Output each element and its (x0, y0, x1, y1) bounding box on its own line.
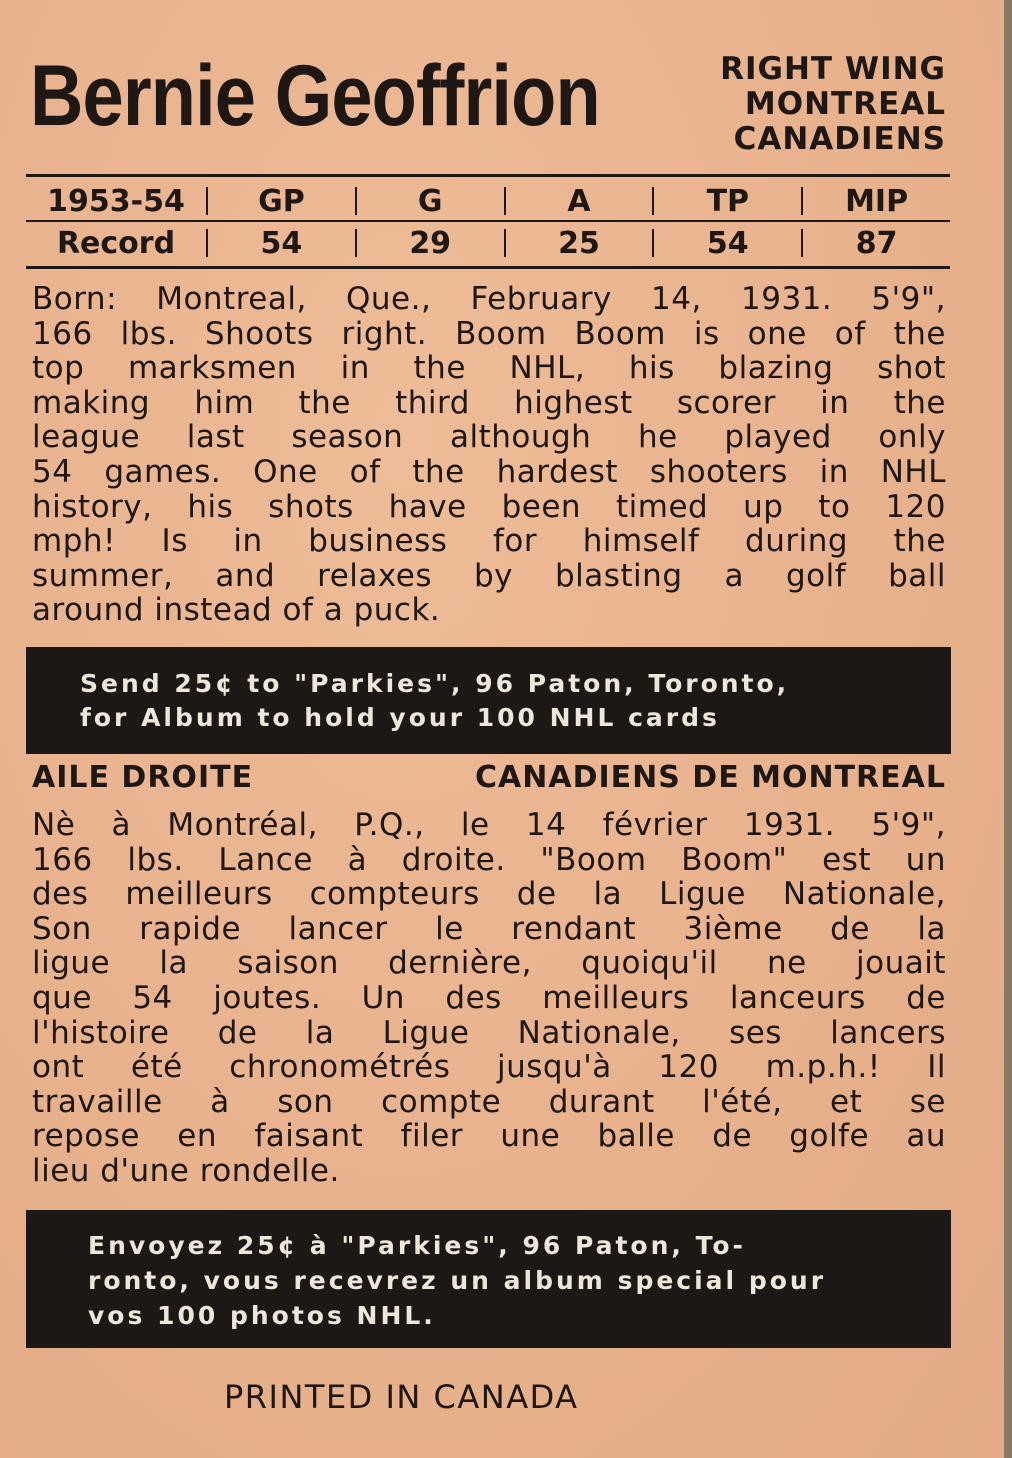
bio-fr-line: repose en faisant filer une balle de golfe au (32, 1118, 946, 1155)
album-offer-french (26, 1210, 951, 1348)
bio-fr-line: 166 lbs. Lance à droite. "Boom Boom" est un (32, 841, 946, 878)
bio-fr-line: ont été chronométrés jusqu'à 120 m.p.h.! Il (32, 1049, 946, 1086)
stat-value-g: 29 (409, 225, 452, 261)
player-name: Bernie Geoffrion (30, 48, 600, 144)
bio-fr-line: Nè à Montréal, P.Q., le 14 février 1931. 5'9", (32, 807, 946, 843)
stat-header-a: A (567, 183, 591, 219)
record-label: Record (56, 225, 176, 261)
bio-en-line: mph! Is in business for himself during the (32, 523, 946, 560)
bio-fr-line: des meilleurs compteurs de la Ligue Nationale, (32, 876, 946, 913)
offer-fr-line: ronto, vous recevrez un album special pour (88, 1266, 827, 1295)
french-position: AILE DROITE (32, 760, 254, 795)
stats-top-rule (26, 174, 950, 177)
team-name-line: CANADIENS (733, 121, 946, 157)
offer-fr-line: Envoyez 25¢ à "Parkies", 96 Paton, To- (88, 1231, 746, 1260)
stat-value-mip: 87 (855, 225, 898, 261)
french-team: CANADIENS DE MONTREAL (475, 760, 946, 795)
stat-header-mip: MIP (845, 183, 909, 219)
bio-en-line: around instead of a puck. (32, 592, 441, 629)
position-team (720, 52, 946, 157)
stat-header-gp: GP (258, 183, 305, 219)
bio-fr-line: Son rapide lancer le rendant 3ième de la (32, 910, 946, 947)
bio-english (32, 282, 946, 628)
album-offer-english (26, 647, 951, 754)
bio-fr-line: travaille à son compte durant l'été, et se (32, 1083, 946, 1120)
french-header (32, 760, 946, 795)
bio-fr-line: lieu d'une rondelle. (32, 1152, 340, 1189)
bio-en-line: Born: Montreal, Que., February 14, 1931. 5'9", (32, 281, 946, 317)
team-city-line: MONTREAL (744, 86, 946, 122)
stat-value-gp: 54 (260, 225, 303, 261)
bio-french (32, 808, 946, 1189)
bio-en-line: summer, and relaxes by blasting a golf ball (32, 557, 946, 594)
card-edge (1004, 0, 1012, 1458)
stat-header-g: G (417, 183, 443, 219)
stat-header-tp: TP (706, 183, 750, 219)
stat-value-tp: 54 (706, 225, 749, 261)
season-label: 1953-54 (47, 183, 185, 219)
offer-en-line: for Album to hold your 100 NHL cards (80, 703, 720, 732)
bio-en-line: league last season although he played only (32, 419, 946, 456)
offer-fr-line: vos 100 photos NHL. (88, 1301, 436, 1330)
printed-in-canada: PRINTED IN CANADA (224, 1378, 579, 1416)
bio-fr-line: l'histoire de la Ligue Nationale, ses lancers (32, 1014, 946, 1051)
position-line: RIGHT WING (720, 51, 946, 87)
bio-en-line: 54 games. One of the hardest shooters in NHL (32, 453, 946, 490)
bio-fr-line: que 54 joutes. Un des meilleurs lanceurs de (32, 979, 946, 1016)
stats-mid-rule (26, 220, 950, 222)
bio-en-line: making him the third highest scorer in the (32, 384, 946, 421)
stats-header-row (26, 180, 950, 222)
stats-bottom-rule (26, 266, 950, 269)
stats-value-row (26, 222, 950, 264)
stats-table (26, 180, 950, 264)
bio-en-line: top marksmen in the NHL, his blazing shot (32, 350, 946, 387)
bio-en-line: 166 lbs. Shoots right. Boom Boom is one of the (32, 315, 946, 352)
stat-value-a: 25 (558, 225, 600, 261)
offer-en-line: Send 25¢ to "Parkies", 96 Paton, Toronto, (80, 669, 790, 698)
bio-en-line: history, his shots have been timed up to 120 (32, 488, 946, 525)
bio-fr-line: ligue la saison dernière, quoiqu'il ne jouait (32, 945, 946, 982)
